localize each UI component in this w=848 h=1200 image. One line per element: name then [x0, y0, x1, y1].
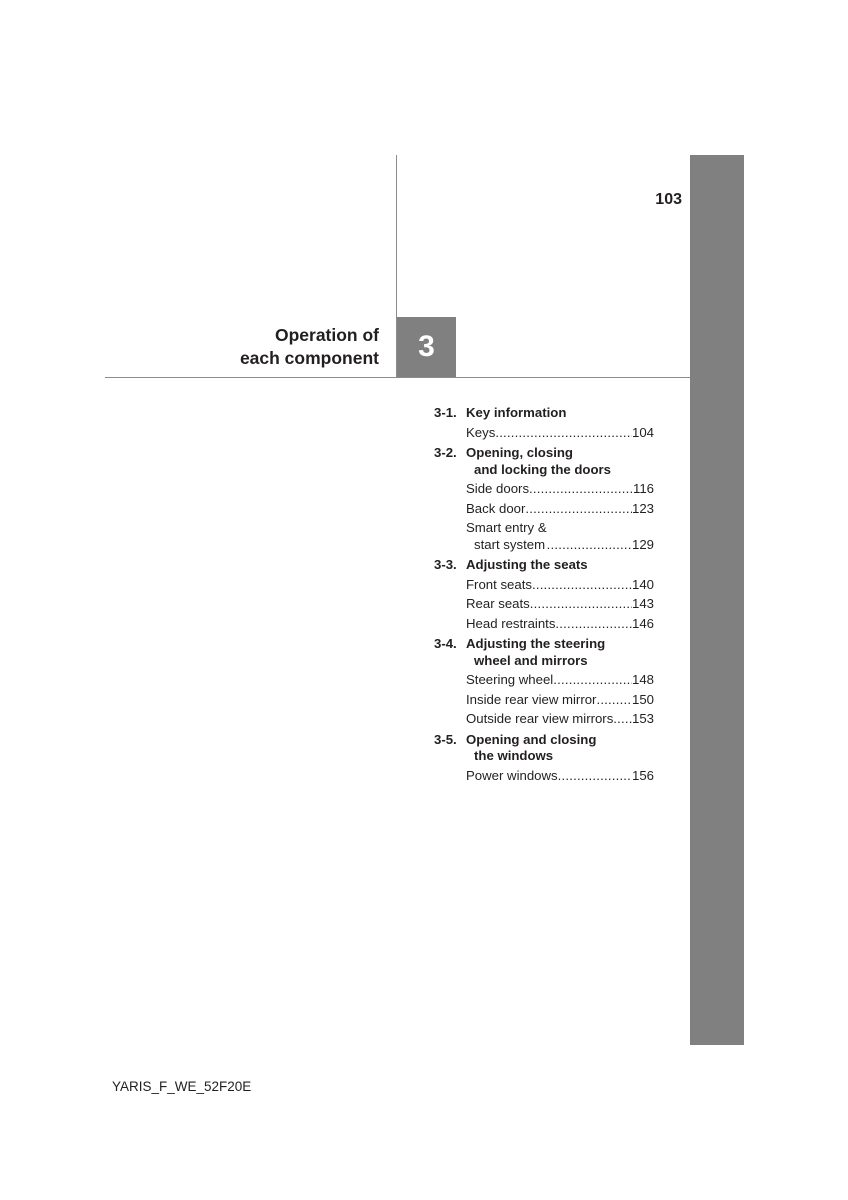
toc-entry-label-text — [466, 501, 525, 518]
toc-dot-leader — [532, 577, 632, 594]
toc-section-title-line: wheel and mirrors — [474, 652, 588, 668]
toc-entry-label — [466, 768, 632, 785]
toc-entry-label — [466, 520, 632, 553]
toc-section — [434, 636, 654, 669]
toc-entry-label-text — [466, 692, 596, 709]
toc-entry[interactable] — [466, 520, 654, 553]
toc-entry[interactable] — [466, 577, 654, 594]
toc-entry-label-text — [466, 425, 495, 442]
toc-entry-label-line: Front seats — [466, 576, 532, 592]
toc-section-title — [466, 557, 654, 574]
toc-entry-label-line: Head restraints — [466, 615, 556, 631]
toc-entry[interactable] — [466, 425, 654, 442]
page-number: 103 — [655, 191, 682, 208]
chapter-side-tab — [690, 155, 744, 1045]
toc-dot-leader — [613, 711, 632, 728]
toc-dot-leader — [495, 425, 632, 442]
toc-section-title-line: Opening, closing — [466, 445, 573, 460]
chapter-number: 3 — [418, 330, 435, 363]
toc-section — [434, 445, 654, 478]
toc-section — [434, 405, 654, 422]
toc-dot-leader — [596, 692, 632, 709]
toc-entry-label-line: Outside rear view mirrors — [466, 711, 614, 726]
toc-entry-label — [466, 711, 632, 728]
toc-entry-page-number: 104 — [631, 424, 654, 440]
chapter-title — [180, 324, 379, 369]
toc-entry-label-text — [466, 672, 553, 689]
toc-entry-label-text — [466, 768, 558, 785]
toc-dot-leader — [529, 481, 633, 498]
toc-section-number: 3-1. — [434, 405, 457, 420]
toc-entry[interactable] — [466, 481, 654, 498]
toc-section — [434, 732, 654, 765]
toc-section-title — [466, 636, 654, 669]
toc-entry-page-number: 140 — [631, 576, 654, 592]
toc-entry-page-number: 143 — [631, 596, 654, 611]
toc-entry-label — [466, 672, 632, 689]
table-of-contents — [434, 405, 654, 784]
toc-entry-page-number: 150 — [631, 691, 654, 707]
toc-section-title-line: the windows — [474, 748, 554, 763]
toc-entry-label-text — [466, 577, 532, 594]
toc-section-title — [466, 445, 654, 478]
toc-entry[interactable] — [466, 711, 654, 728]
toc-dot-leader — [555, 616, 632, 633]
toc-entry-label-text — [466, 481, 529, 498]
toc-entry[interactable] — [466, 672, 654, 689]
toc-section-title — [466, 732, 654, 765]
toc-entry-label-text — [466, 616, 555, 633]
toc-entry-label — [466, 481, 633, 498]
toc-dot-leader — [530, 596, 632, 613]
toc-dot-leader — [553, 672, 632, 689]
document-code: YARIS_F_WE_52F20E — [112, 1079, 252, 1094]
toc-entry-page-number: 153 — [631, 711, 654, 726]
toc-entry-label-line: Smart entry & — [466, 520, 547, 535]
toc-entry-label-text — [466, 520, 547, 553]
toc-entry-label-line: Back door — [466, 500, 526, 516]
toc-section — [434, 557, 654, 574]
toc-entry-label — [466, 692, 632, 709]
chapter-number-box — [397, 317, 456, 377]
toc-section-title — [466, 405, 654, 422]
toc-entry-label — [466, 616, 632, 633]
toc-entry-page-number: 123 — [631, 500, 654, 516]
toc-entry-label-line: Side doors — [466, 481, 530, 496]
toc-entry-page-number: 156 — [631, 767, 654, 783]
toc-section-title-line: Adjusting the seats — [466, 557, 588, 572]
toc-entry-page-number: 148 — [631, 672, 654, 687]
toc-section-number: 3-4. — [434, 636, 457, 651]
toc-entry-label — [466, 577, 632, 594]
chapter-title-line: Operation of — [274, 325, 379, 345]
toc-entry-label-line: Inside rear view mirror — [466, 691, 597, 707]
toc-entry-page-number: 116 — [632, 481, 654, 496]
toc-section-number: 3-5. — [434, 731, 457, 747]
chapter-title-line: each component — [239, 347, 379, 368]
toc-section-title-line: Opening and closing — [466, 731, 597, 747]
toc-entry-label-line: start system — [474, 536, 546, 552]
toc-entry[interactable] — [466, 501, 654, 518]
toc-dot-leader — [547, 537, 632, 554]
toc-dot-leader — [558, 768, 632, 785]
horizontal-rule — [105, 377, 690, 378]
toc-entry-label-text — [466, 711, 613, 728]
toc-entry[interactable] — [466, 596, 654, 613]
toc-entry[interactable] — [466, 768, 654, 785]
toc-dot-leader — [525, 501, 632, 518]
toc-entry[interactable] — [466, 616, 654, 633]
toc-section-title-line: Key information — [466, 405, 567, 420]
toc-entry-label-text — [466, 596, 530, 613]
toc-entry-label-line: Steering wheel — [466, 672, 554, 687]
toc-section-number: 3-2. — [434, 445, 457, 460]
toc-entry[interactable] — [466, 692, 654, 709]
toc-section-title-line: and locking the doors — [474, 461, 612, 477]
toc-entry-page-number: 146 — [631, 615, 654, 631]
toc-entry-label — [466, 596, 632, 613]
toc-entry-label-line: Rear seats — [466, 596, 530, 611]
toc-entry-label — [466, 425, 632, 442]
toc-entry-label — [466, 501, 632, 518]
toc-entry-label-line: Keys — [466, 424, 496, 440]
toc-section-title-line: Adjusting the steering — [466, 636, 606, 651]
toc-entry-label-line: Power windows — [466, 767, 558, 783]
toc-section-number: 3-3. — [434, 557, 457, 572]
toc-entry-page-number: 129 — [631, 536, 654, 552]
